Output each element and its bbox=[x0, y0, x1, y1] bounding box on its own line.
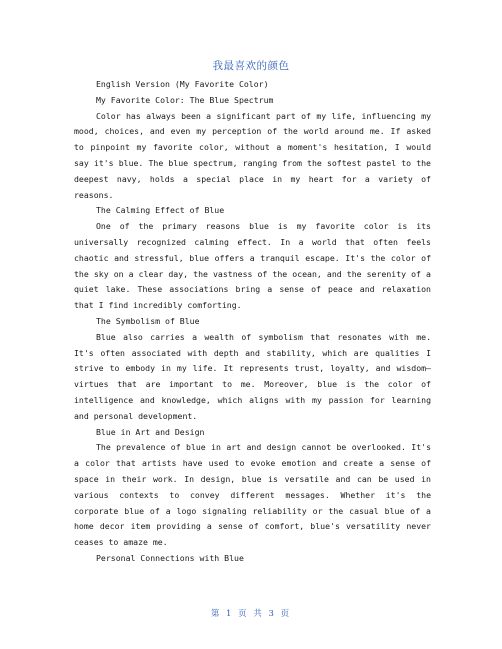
section-heading-art-design: Blue in Art and Design bbox=[96, 426, 205, 437]
section-body-symbolism: Blue also carries a wealth of symbolism that resonates with me. It's often associated with depth and stability, which are qualities I strive to embody in my life. It represents trust, loyalty, and wisdom—virtues that are important to me. Moreover, blue is the color of intelligence and knowledge, which aligns with my passion for learning and personal development. bbox=[74, 331, 431, 421]
main-heading: My Favorite Color: The Blue Spectrum bbox=[96, 94, 274, 105]
section-body-art-design: The prevalence of blue in art and design cannot be overlooked. It's a color that artists have used to evoke emotion and create a sense of space in their work. In design, blue is versatile and can be used in various contexts to convey different messages. Whether it's the corporate blue of a logo signaling reliability or the casual blue of a home decor item providing a sense of comfort, blue's versatility never ceases to amaze me. bbox=[74, 442, 431, 548]
page-number-footer: 第 1 页 共 3 页 bbox=[210, 609, 292, 619]
section-heading-symbolism: The Symbolism of Blue bbox=[96, 315, 200, 326]
page-title: 我最喜欢的颜色 bbox=[212, 60, 290, 72]
section-body-calming: One of the primary reasons blue is my favorite color is its universally recognized calming effect. In a world that often feels chaotic and stressful, blue offers a tranquil escape. It's the color of the sky on a clear day, the vastness of the ocean, and the serenity of a quiet lake. These associations bring a sense of peace and relaxation that I find incredibly comforting. bbox=[74, 221, 431, 311]
document-body bbox=[74, 77, 431, 567]
section-heading-calming: The Calming Effect of Blue bbox=[96, 205, 225, 216]
section-heading-personal: Personal Connections with Blue bbox=[96, 552, 244, 563]
intro-paragraph: Color has always been a significant part of my life, influencing my mood, choices, and even my perception of the world around me. If asked to pinpoint my favorite color, without a moment's hesitation, I would say it's blue. The blue spectrum, ranging from the softest pastel to the deepest navy, holds a special place in my heart for a variety of reasons. bbox=[74, 110, 431, 200]
version-line: English Version (My Favorite Color) bbox=[96, 79, 269, 89]
